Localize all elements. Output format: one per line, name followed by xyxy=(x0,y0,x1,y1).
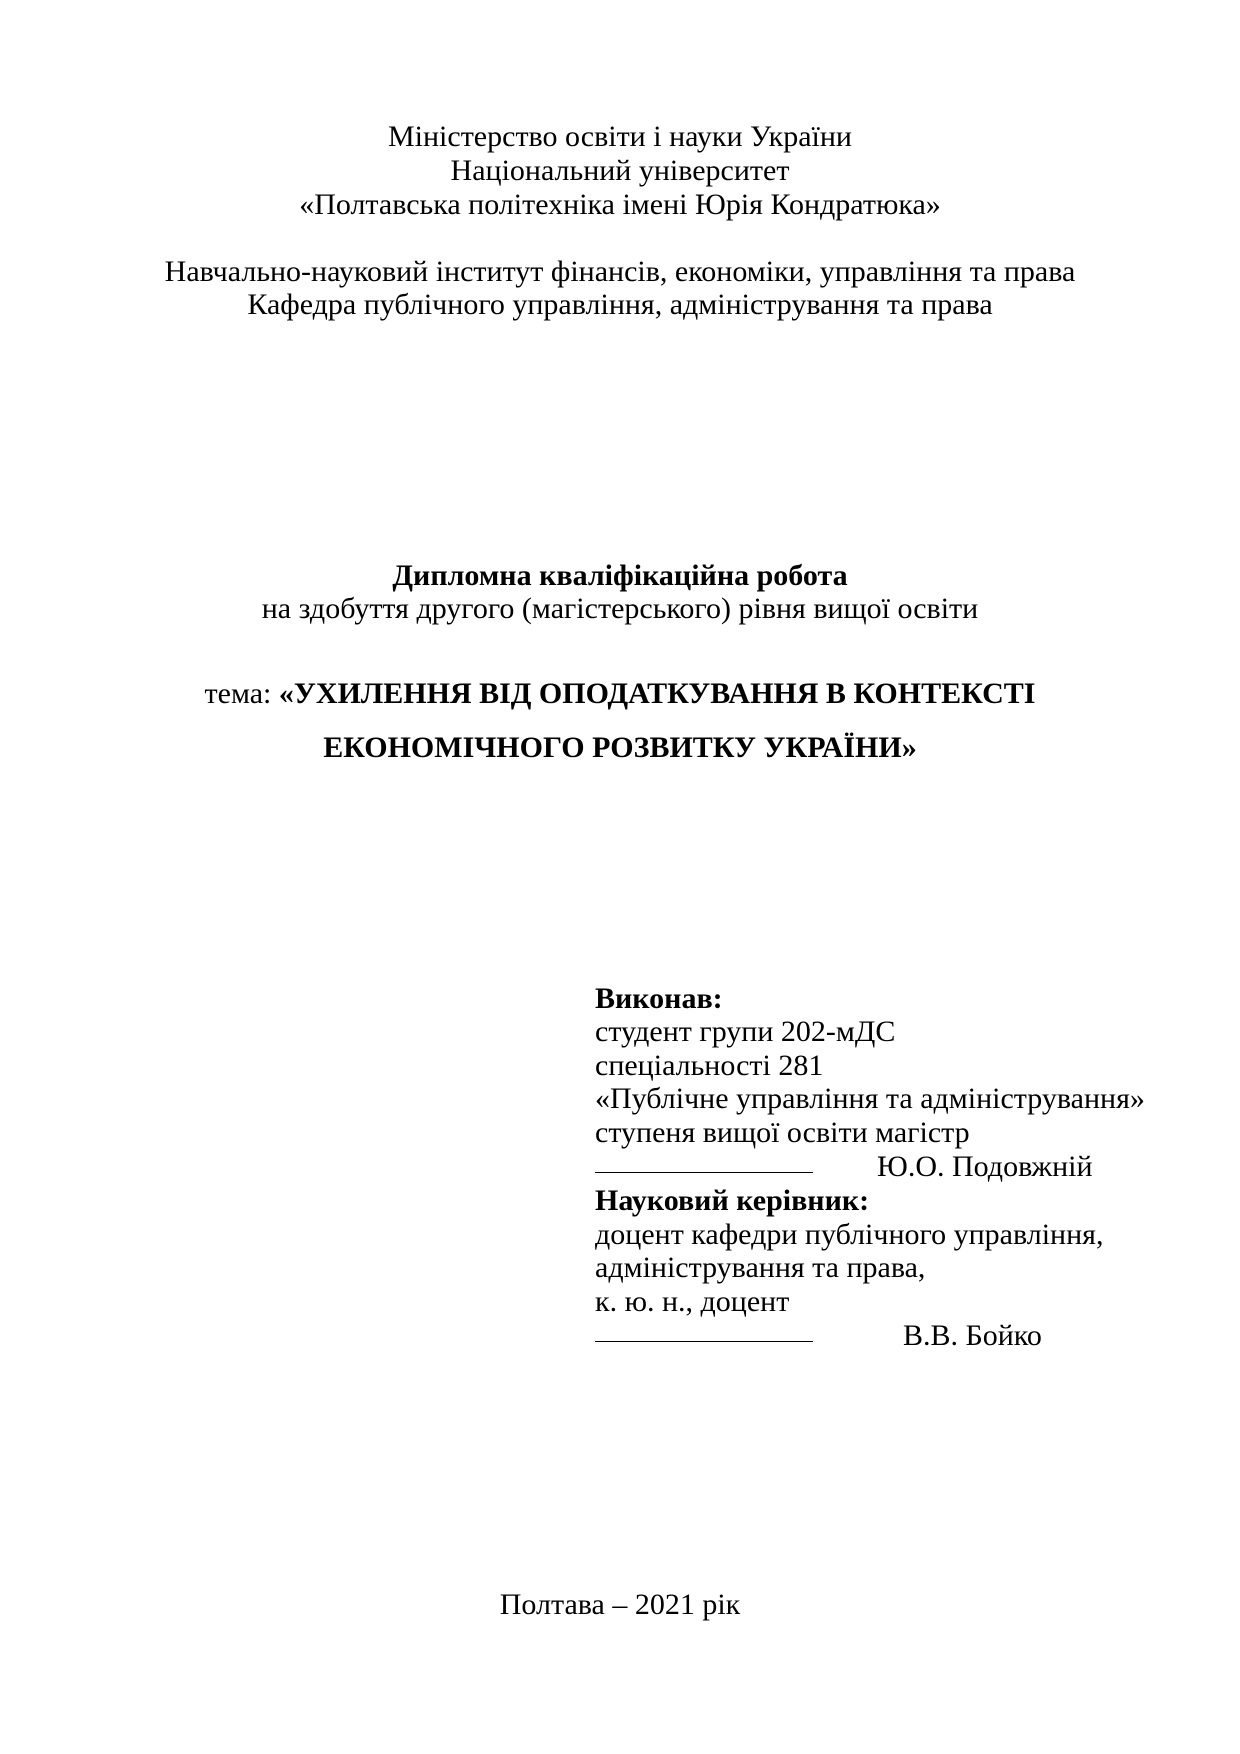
work-type: Дипломна кваліфікаційна робота xyxy=(392,559,848,592)
supervisor-position-2: адміністрування та права, xyxy=(595,1251,926,1284)
topic-line-1 xyxy=(0,677,1240,711)
topic-title-part-1: «УХИЛЕННЯ ВІД ОПОДАТКУВАННЯ В КОНТЕКСТІ xyxy=(278,677,1036,710)
work-degree: на здобуття другого (магістерського) рівня вищої освіти xyxy=(261,592,979,625)
supervisor-signature-line xyxy=(595,1341,813,1342)
author-specialty-name: «Публічне управління та адміністрування» xyxy=(595,1082,1145,1115)
author-signature-line xyxy=(595,1172,813,1173)
author-label: Виконав: xyxy=(595,982,723,1015)
supervisor-position-1: доцент кафедри публічного управління, xyxy=(595,1218,1104,1251)
institute-line: Навчально-науковий інститут фінансів, економіки, управління та права xyxy=(164,255,1076,288)
university-line-1: Національний університет xyxy=(450,154,790,187)
department-line: Кафедра публічного управління, адміністрування та права xyxy=(247,288,993,321)
city-year: Полтава – 2021 рік xyxy=(499,1588,741,1621)
author-name: Ю.О. Подовжній xyxy=(877,1150,1093,1183)
author-group: студент групи 202-мДС xyxy=(595,1015,896,1048)
ministry-line: Міністерство освіти і науки України xyxy=(387,120,852,153)
topic-prefix: тема: xyxy=(204,677,279,710)
university-line-2: «Полтавська політехніка імені Юрія Кондратюка» xyxy=(299,188,941,221)
supervisor-name: В.В. Бойко xyxy=(903,1319,1042,1352)
supervisor-label: Науковий керівник: xyxy=(595,1184,870,1217)
topic-line-2: ЕКОНОМІЧНОГО РОЗВИТКУ УКРАЇНИ» xyxy=(323,731,917,764)
supervisor-title: к. ю. н., доцент xyxy=(595,1285,790,1318)
author-level: ступеня вищої освіти магістр xyxy=(595,1116,970,1149)
author-specialty: спеціальності 281 xyxy=(595,1049,824,1082)
